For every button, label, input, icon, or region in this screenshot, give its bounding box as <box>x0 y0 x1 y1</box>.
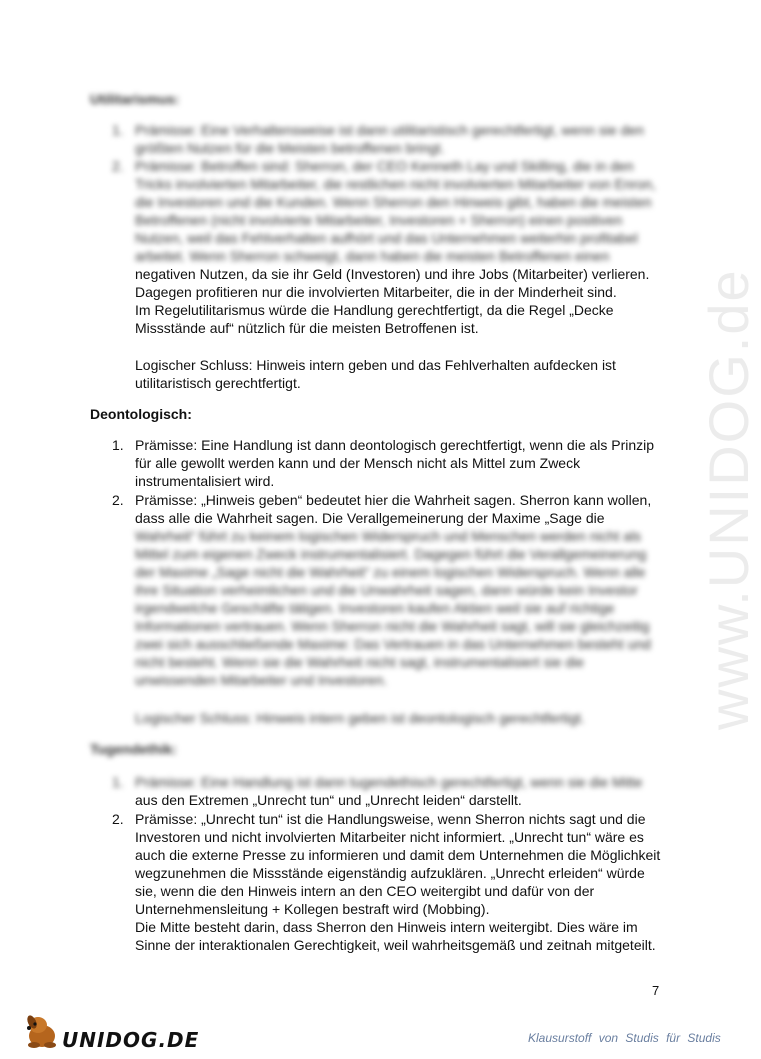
list-number: 1. <box>112 122 124 138</box>
text-line: die Investoren und die Kunden. Wenn Sherron den Hinweis gibt, haben die meisten <box>135 194 652 210</box>
text-line: Die Mitte besteht darin, dass Sherron den Hinweis intern weitergibt. Dies wäre im <box>135 919 638 935</box>
list-number: 1. <box>112 437 124 453</box>
text-line: irgendwelche Geschäfte tätigen. Investoren kaufen Aktien weil sie auf richtige <box>135 600 615 616</box>
text-line: größten Nutzen für die Meisten betroffenen bringt. <box>135 140 445 156</box>
text-line: sie, wenn die den Hinweis intern an den CEO weitergibt und dafür von der <box>135 883 595 899</box>
text-line: arbeitet. Wenn Sherron schweigt, dann haben die meisten Betroffenen einen <box>135 248 610 264</box>
text-line: wegzunehmen die Missstände eigenständig aufzuklären. „Unrecht erleiden“ würde <box>135 865 645 881</box>
text-line: Prämisse: Eine Handlung ist dann deontologisch gerechtfertigt, wenn die als Prinzip <box>135 437 655 453</box>
unidog-logo <box>22 1012 200 1052</box>
list-number: 1. <box>112 774 124 790</box>
text-line: für alle gewollt werden kann und der Mensch nicht als Mittel zum Zweck <box>135 455 581 471</box>
text-line: aus den Extremen „Unrecht tun“ und „Unrecht leiden“ darstellt. <box>135 792 522 808</box>
heading-utilitarismus: Utilitarismus: <box>90 91 180 107</box>
text-line: Prämisse: „Hinweis geben“ bedeutet hier die Wahrheit sagen. Sherron kann wollen, <box>135 492 652 508</box>
text-line: Im Regelutilitarismus würde die Handlung gerechtfertigt, da die Regel „Decke <box>135 302 614 318</box>
text-line: Prämisse: „Unrecht tun“ ist die Handlungsweise, wenn Sherron nichts sagt und die <box>135 811 646 827</box>
list-number: 2. <box>112 492 124 508</box>
list-number: 2. <box>112 158 124 174</box>
text-line: Prämisse: Betroffen sind: Sherron, der CEO Kenneth Lay und Skilling, die in den <box>135 158 634 174</box>
text-line: Betroffenen (nicht involvierte Mitarbeiter, Investoren + Sherron) einen positiven <box>135 212 623 228</box>
text-line: Unternehmensleitung + Kollegen bestraft wird (Mobbing). <box>135 901 490 917</box>
text-line: Tricks involvierten Mitarbeiter, die restlichen nicht involvierten Mitarbeiter von Enron, <box>135 176 656 192</box>
heading-deontologisch: Deontologisch: <box>90 406 192 422</box>
text-line: Mittel zum eigenen Zweck instrumentalisiert. Dagegen führt die Verallgemeinerung <box>135 546 647 562</box>
text-line: Missstände auf“ nützlich für die meisten Betroffenen ist. <box>135 320 479 336</box>
footer-slogan: Klausurstoff von Studis für Studis <box>528 1031 721 1045</box>
text-line: dass alle die Wahrheit sagen. Die Verallgemeinerung der Maxime „Sage die <box>135 510 605 526</box>
text-line: unwissenden Mitarbeiter und Investoren. <box>135 672 388 688</box>
text-line: ihre Situation verheimlichen und die Unwahrheit sagen, dann würde kein Investor <box>135 582 638 598</box>
text-line: nicht besteht. Wenn sie die Wahrheit nicht sagt, instrumentalisiert sie die <box>135 654 584 670</box>
heading-tugendethik: Tugendethik: <box>90 741 177 757</box>
text-line: zwei sich ausschließende Maxime: Das Vertrauen in das Unternehmen besteht und <box>135 636 651 652</box>
text-line: Nutzen, weil das Fehlverhalten aufhört und das Unternehmen weiterhin profitabel <box>135 230 638 246</box>
text-line: negativen Nutzen, da sie ihr Geld (Investoren) und ihre Jobs (Mitarbeiter) verlieren. <box>135 266 650 282</box>
conclusion-line: Logischer Schluss: Hinweis intern geben ist deontologisch gerechtfertigt. <box>135 710 585 726</box>
text-line: Informationen vertrauen. Wenn Sherron nicht die Wahrheit sagt, will sie gleichzeitig <box>135 618 650 634</box>
dog-icon <box>22 1012 64 1050</box>
text-line: instrumentalisiert wird. <box>135 473 275 489</box>
conclusion-line: Logischer Schluss: Hinweis intern geben und das Fehlverhalten aufdecken ist <box>135 357 616 373</box>
text-line: Prämisse: Eine Handlung ist dann tugendethisch gerechtfertigt, wenn sie die Mitte <box>135 774 643 790</box>
text-line: Sinne der interaktionalen Gerechtigkeit, weil wahrheitsgemäß und zeitnah mitgeteilt. <box>135 937 656 953</box>
text-line: Prämisse: Eine Verhaltensweise ist dann utilitaristisch gerechtfertigt, wenn sie den <box>135 122 644 138</box>
conclusion-line: utilitaristisch gerechtfertigt. <box>135 375 301 391</box>
text-line: auch die externe Presse zu informieren und damit dem Unternehmen die Möglichkeit <box>135 847 661 863</box>
logo-text: UNIDOG.DE <box>62 1028 200 1052</box>
page-number: 7 <box>652 983 660 998</box>
watermark: www.UNIDOG.de <box>697 268 760 730</box>
list-number: 2. <box>112 811 124 827</box>
text-line: Investoren und nicht involvierten Mitarbeiter nicht informiert. „Unrecht tun“ wäre es <box>135 829 644 845</box>
text-line: der Maxime „Sage nicht die Wahrheit“ zu einem logischen Widerspruch. Wenn alle <box>135 564 646 580</box>
text-line: Wahrheit“ führt zu keinem logischen Widerspruch und Menschen werden nicht als <box>135 528 642 544</box>
text-line: Dagegen profitieren nur die involvierten Mitarbeiter, die in der Minderheit sind. <box>135 284 617 300</box>
